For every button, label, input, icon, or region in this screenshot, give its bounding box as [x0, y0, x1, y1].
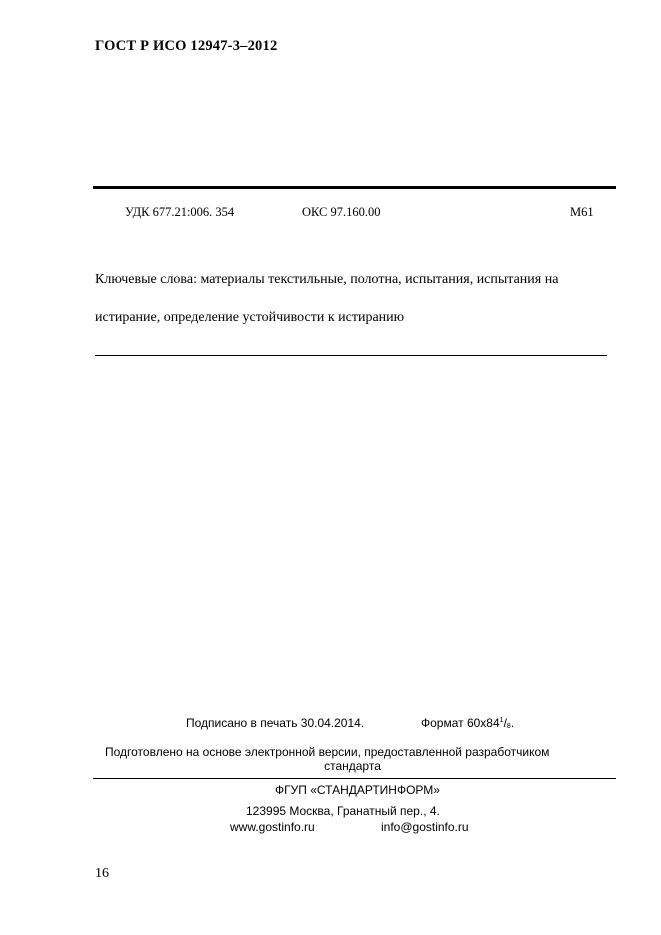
publisher-website: www.gostinfo.ru	[230, 820, 315, 834]
page-number: 16	[95, 866, 109, 881]
format-end: .	[510, 716, 515, 730]
publisher-name: ФГУП «СТАНДАРТИНФОРМ»	[275, 783, 440, 797]
signed-date: Подписано в печать 30.04.2014.	[186, 716, 365, 730]
classification-code: М61	[570, 205, 594, 219]
format-numerator: 1	[499, 717, 504, 724]
document-title: ГОСТ Р ИСО 12947-3–2012	[95, 38, 278, 54]
format-separator: /	[503, 716, 507, 730]
keywords-line-1: Ключевые слова: материалы текстильные, полотна, испытания, испытания на	[95, 272, 559, 287]
publisher-email: info@gostinfo.ru	[381, 820, 469, 834]
format-denominator: 8	[506, 723, 511, 730]
header-divider	[93, 186, 616, 189]
publisher-address: 123995 Москва, Гранатный пер., 4.	[246, 804, 440, 818]
footer-divider	[93, 778, 616, 779]
prepared-note-text: стандарта	[324, 759, 381, 773]
paper-format	[421, 716, 514, 730]
udk-code: УДК 677.21:006. 354	[125, 205, 235, 219]
prepared-note-line-2	[0, 759, 661, 773]
keywords-divider	[95, 355, 607, 356]
format-label: Формат 60х84	[421, 716, 500, 730]
keywords-line-2: истирание, определение устойчивости к истиранию	[95, 310, 405, 325]
oks-code: ОКС 97.160.00	[302, 205, 381, 219]
prepared-note-line-1: Подготовлено на основе электронной версии, предоставленной разработчиком	[105, 745, 550, 759]
